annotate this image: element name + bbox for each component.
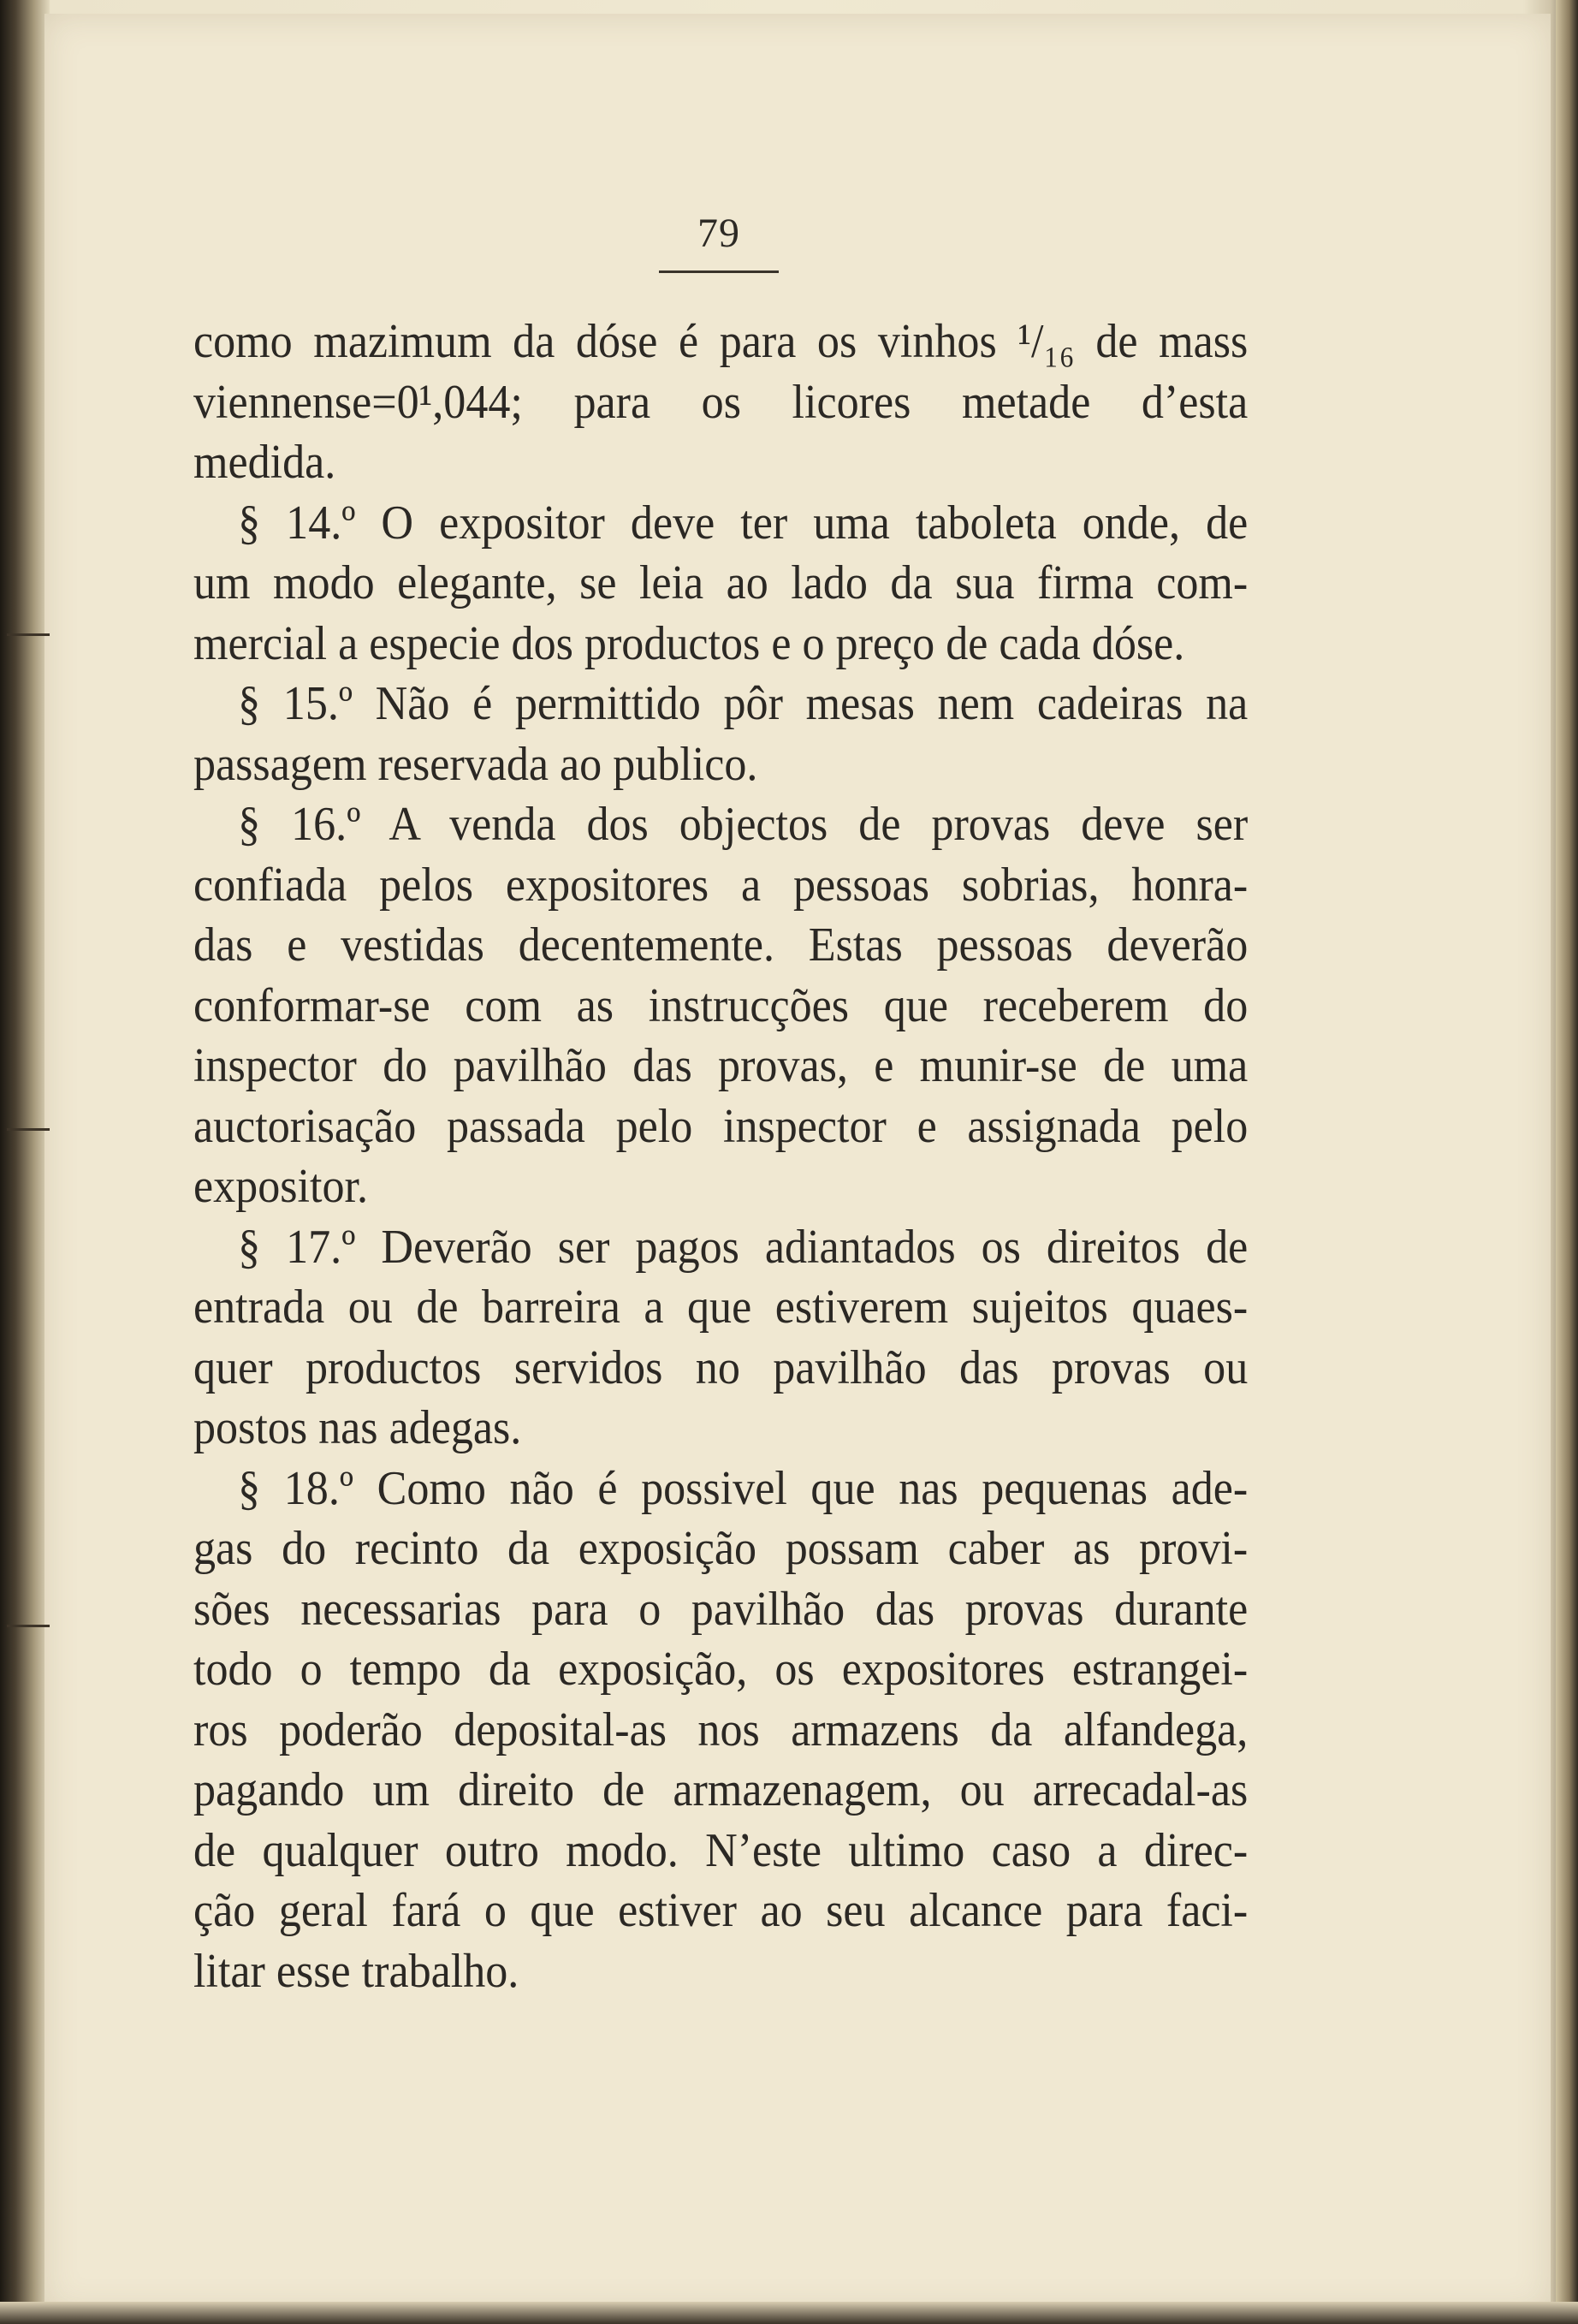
page-number-rule xyxy=(659,270,779,273)
text-line: entrada ou de barreira a que estiverem sujeitos quaes- xyxy=(193,1281,1249,1334)
text-line: mercial a especie dos productos e o preço de cada dóse. xyxy=(193,616,1185,670)
binding-thread-mark xyxy=(7,1128,50,1131)
binding-edge xyxy=(0,0,50,2324)
text-line: quer productos servidos no pavilhão das provas ou xyxy=(193,1340,1249,1394)
page-edge-bottom xyxy=(0,2302,1578,2324)
text-line: de qualquer outro modo. N’este ultimo caso a direc- xyxy=(193,1823,1249,1877)
text-line: medida. xyxy=(193,436,336,489)
text-line: § 15.º Não é permittido pôr mesas nem cadeiras na xyxy=(238,677,1249,730)
page-edge-right xyxy=(1556,0,1578,2324)
text-line: como mazimum da dóse é para os vinhos ¹/₁₆ de mass xyxy=(193,315,1249,368)
text-line: todo o tempo da exposição, os expositores estrangei- xyxy=(193,1643,1249,1696)
text-line: auctorisação passada pelo inspector e assignada pelo xyxy=(193,1099,1249,1153)
text-line: um modo elegante, se leia ao lado da sua firma com- xyxy=(193,556,1249,609)
text-line: sões necessarias para o pavilhão das provas durante xyxy=(193,1582,1249,1636)
text-line: § 18.º Como não é possivel que nas pequenas ade- xyxy=(238,1461,1249,1515)
text-line: viennense=0¹,044; para os licores metade d’esta xyxy=(193,375,1249,429)
text-line: § 17.º Deverão ser pagos adiantados os direitos de xyxy=(238,1220,1249,1274)
binding-thread-mark xyxy=(7,633,50,636)
text-line: inspector do pavilhão das provas, e munir-se de uma xyxy=(193,1039,1249,1092)
text-line: expositor. xyxy=(193,1160,368,1213)
text-line: passagem reservada ao publico. xyxy=(193,737,758,791)
text-line: ção geral fará o que estiver ao seu alcance para faci- xyxy=(193,1884,1249,1937)
text-line: confiada pelos expositores a pessoas sobrias, honra- xyxy=(193,858,1249,912)
binding-thread-mark xyxy=(7,1625,50,1627)
text-line: conformar-se com as instrucções que receberem do xyxy=(193,978,1249,1032)
text-line: postos nas adegas. xyxy=(193,1401,522,1454)
text-line: § 14.º O expositor deve ter uma taboleta onde, de xyxy=(238,496,1249,550)
page-number: 79 xyxy=(697,211,740,256)
body-text xyxy=(193,312,1249,2001)
text-line: litar esse trabalho. xyxy=(193,1944,519,1998)
text-line: gas do recinto da exposição possam caber as provi- xyxy=(193,1522,1249,1575)
text-line: § 16.º A venda dos objectos de provas deve ser xyxy=(238,798,1249,851)
text-line: das e vestidas decentemente. Estas pessoas deverão xyxy=(193,918,1249,972)
text-line: pagando um direito de armazenagem, ou arrecadal-as xyxy=(193,1763,1249,1816)
text-line: ros poderão deposital-as nos armazens da alfandega, xyxy=(193,1703,1249,1756)
